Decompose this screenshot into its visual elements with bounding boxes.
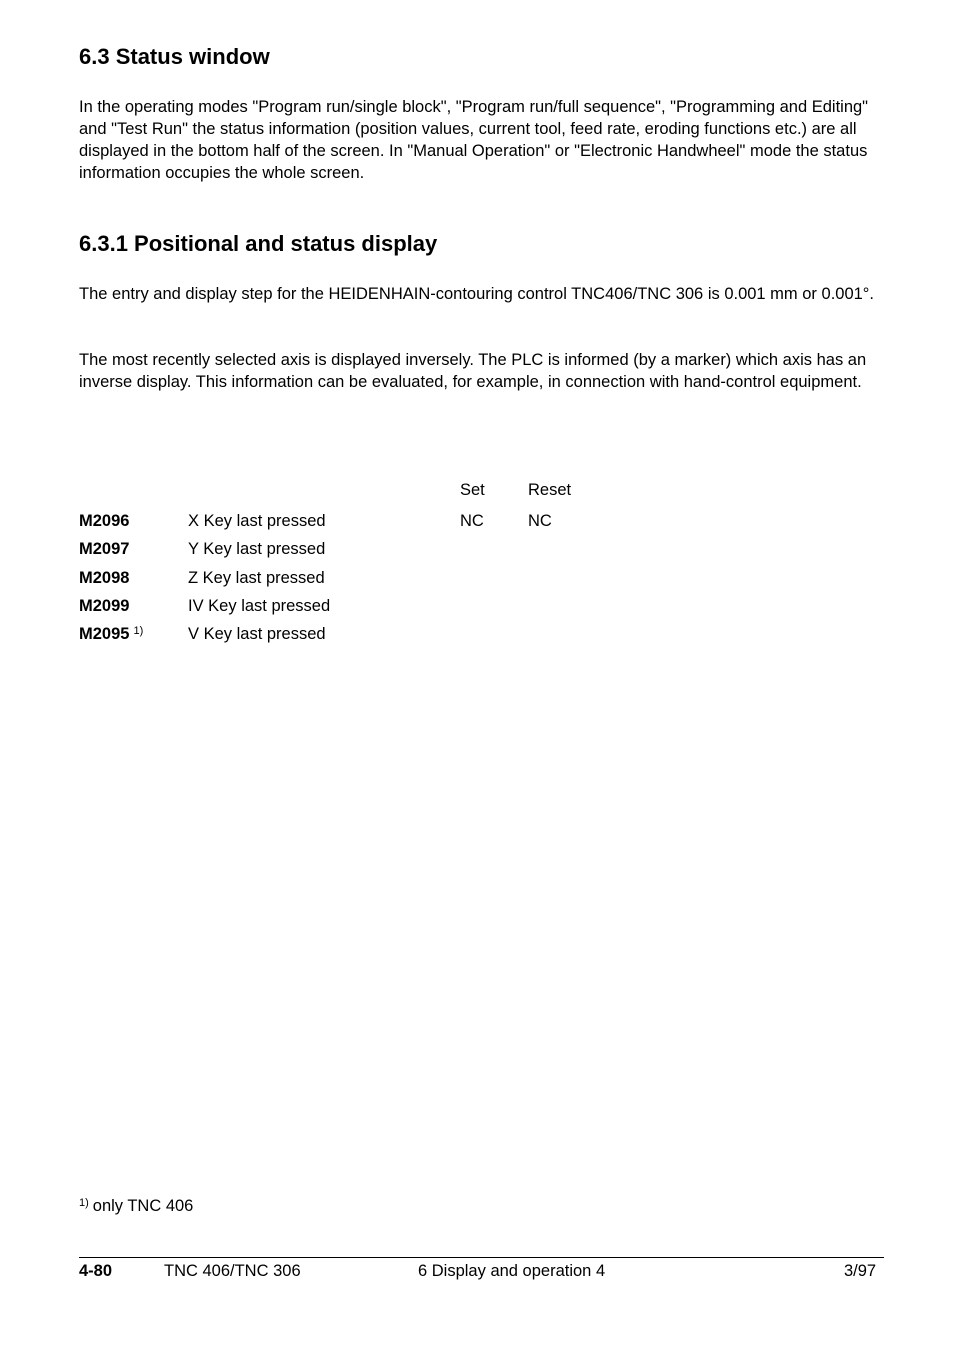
marker-description: V Key last pressed (188, 625, 326, 643)
table-row (79, 540, 679, 564)
marker-description: IV Key last pressed (188, 597, 331, 615)
section-heading: 6.3 Status window (79, 44, 270, 69)
marker-description: X Key last pressed (188, 512, 326, 530)
table-row (79, 512, 679, 536)
marker-code: M2099 (79, 597, 130, 615)
subsection-heading: 6.3.1 Positional and status display (79, 231, 438, 256)
footer-chapter: 6 Display and operation 4 (418, 1262, 606, 1280)
column-header-set: Set (460, 481, 485, 499)
table-row (79, 625, 679, 649)
footer-date: 3/97 (844, 1262, 877, 1280)
marker-code: M2096 (79, 512, 130, 530)
subsection-paragraph-2: The most recently selected axis is displayed inversely. The PLC is informed (by a marker) which axis has an inverse display. This information can be evaluated, for example, in connection with hand-control equipment. (79, 351, 867, 391)
page-number: 4-80 (79, 1262, 113, 1280)
marker-set: NC (460, 512, 484, 530)
footnote (79, 1197, 193, 1216)
footer-model: TNC 406/TNC 306 (164, 1262, 301, 1280)
subsection-paragraph-1: The entry and display step for the HEIDENHAIN-contouring control TNC406/TNC 306 is 0.001 mm or 0.001°. (79, 285, 874, 303)
marker-description: Y Key last pressed (188, 540, 326, 558)
table-row (79, 597, 679, 621)
section-paragraph: In the operating modes "Program run/single block", "Program run/full sequence", "Programming and Editing" and "Test Run" the status information (position values, current tool, feed rate, eroding functions etc.) are all displayed in the bottom half of the screen. In "Manual Operation" or "Electronic Handwheel" mode the status information occupies the whole screen. (79, 98, 869, 182)
footer-divider (79, 1257, 884, 1258)
footnote-text: only TNC 406 (92, 1197, 194, 1215)
marker-description: Z Key last pressed (188, 569, 325, 587)
footnote-ref: 1) (133, 625, 144, 637)
marker-reset: NC (528, 512, 552, 530)
column-header-reset: Reset (528, 481, 572, 499)
marker-code: M2095 $^{1)}$ (79, 625, 144, 643)
marker-code: M2097 (79, 540, 130, 558)
marker-code: M2098 (79, 569, 130, 587)
footnote-mark: 1) (79, 1197, 89, 1209)
table-row (79, 569, 679, 593)
